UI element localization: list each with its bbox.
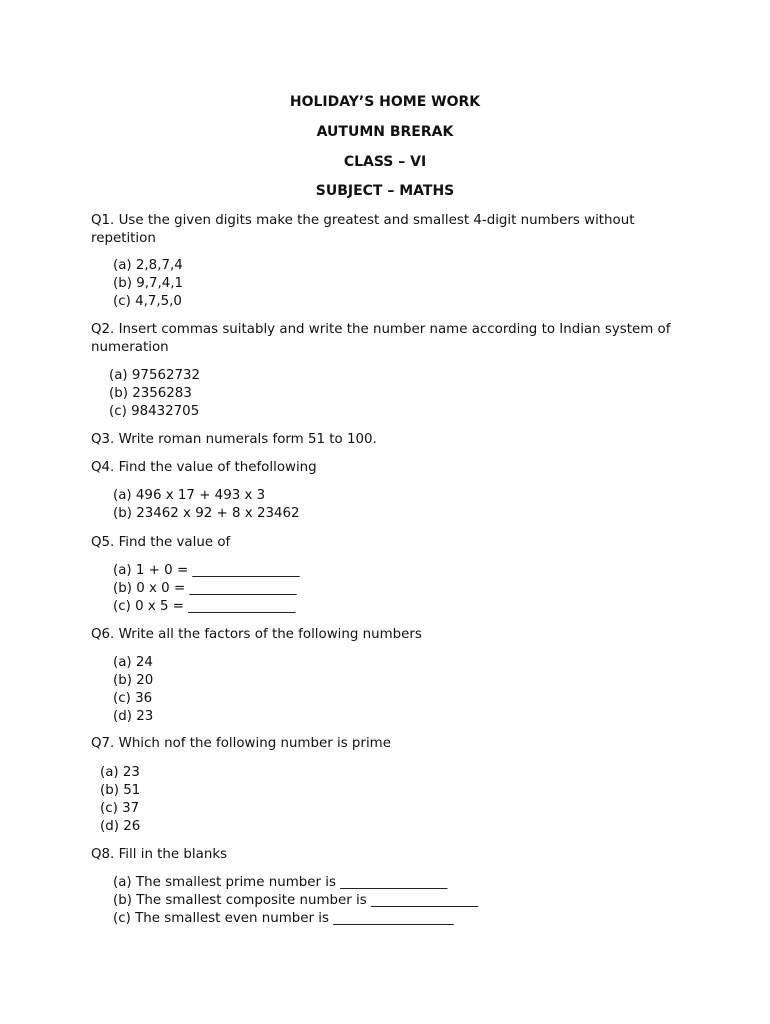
option-c: (c) The smallest even number is __________________ bbox=[113, 911, 454, 926]
question-8-options bbox=[113, 874, 478, 928]
option-c: (c) 4,7,5,0 bbox=[113, 294, 182, 309]
option-b: (b) 9,7,4,1 bbox=[113, 276, 184, 291]
question-5-options bbox=[113, 562, 300, 616]
option-a: (a) The smallest prime number is ________________ bbox=[113, 875, 448, 890]
question-5: Q5. Find the value of bbox=[91, 535, 231, 550]
question-1: Q1. Use the given digits make the greatest and smallest 4-digit numbers without repetition bbox=[91, 213, 635, 246]
question-3: Q3. Write roman numerals form 51 to 100. bbox=[91, 432, 377, 447]
question-8: Q8. Fill in the blanks bbox=[91, 847, 228, 862]
question-1-options bbox=[113, 257, 183, 311]
term-heading: AUTUMN BRERAK bbox=[316, 124, 454, 140]
option-a: (a) 23 bbox=[100, 765, 140, 780]
option-c: (c) 0 x 5 = ________________ bbox=[113, 599, 296, 614]
question-4-options bbox=[113, 487, 300, 523]
option-a: (a) 24 bbox=[113, 655, 153, 670]
question-7: Q7. Which nof the following number is prime bbox=[91, 736, 391, 751]
question-7-options bbox=[100, 764, 140, 836]
option-b: (b) The smallest composite number is ________________ bbox=[113, 893, 479, 908]
option-d: (d) 23 bbox=[113, 709, 154, 724]
question-2: Q2. Insert commas suitably and write the number name according to Indian system of numeration bbox=[91, 322, 671, 355]
question-6: Q6. Write all the factors of the following numbers bbox=[91, 627, 422, 642]
option-c: (c) 98432705 bbox=[109, 404, 200, 419]
class-heading: CLASS – VI bbox=[343, 154, 427, 170]
option-a: (a) 496 x 17 + 493 x 3 bbox=[113, 488, 266, 503]
option-d: (d) 26 bbox=[100, 819, 141, 834]
option-b: (b) 23462 x 92 + 8 x 23462 bbox=[113, 506, 300, 521]
option-a: (a) 2,8,7,4 bbox=[113, 258, 183, 273]
worksheet-title: HOLIDAY’S HOME WORK bbox=[289, 94, 481, 110]
question-6-options bbox=[113, 654, 153, 726]
option-b: (b) 2356283 bbox=[109, 386, 192, 401]
question-4: Q4. Find the value of thefollowing bbox=[91, 460, 317, 475]
option-c: (c) 37 bbox=[100, 801, 140, 816]
option-b: (b) 0 x 0 = ________________ bbox=[113, 581, 297, 596]
option-a: (a) 97562732 bbox=[109, 368, 201, 383]
option-a: (a) 1 + 0 = ________________ bbox=[113, 563, 300, 578]
option-b: (b) 51 bbox=[100, 783, 141, 798]
option-b: (b) 20 bbox=[113, 673, 154, 688]
question-2-options bbox=[109, 367, 200, 421]
subject-heading: SUBJECT – MATHS bbox=[315, 183, 455, 199]
option-c: (c) 36 bbox=[113, 691, 153, 706]
